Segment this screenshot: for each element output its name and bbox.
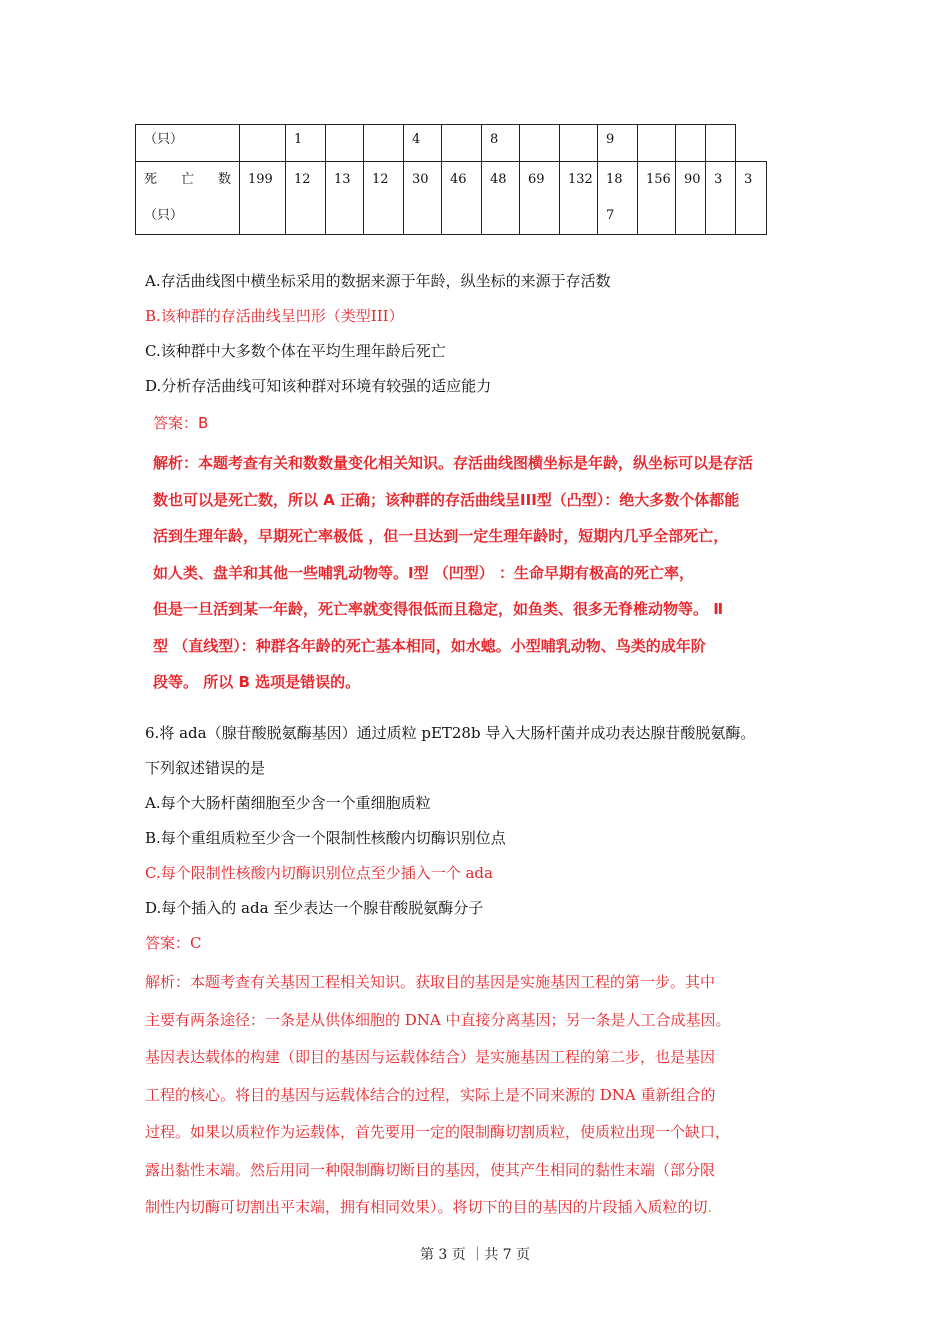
- table-cell: 13: [326, 162, 364, 235]
- row-label: 死 亡 数 （只）: [136, 162, 240, 235]
- table-cell: 1: [286, 125, 326, 162]
- analysis-line: 数也可以是死亡数，所以 A 正确；该种群的存活曲线呈III型（凸型）：绝大多数个体都能: [153, 490, 740, 509]
- analysis-line: 工程的核心。将目的基因与运载体结合的过程，实际上是不同来源的 DNA 重新组合的: [145, 1085, 716, 1104]
- q5-option-d: D.分析存活曲线可知该种群对环境有较强的适应能力: [145, 377, 492, 395]
- analysis-line: 活到生理年龄，早期死亡率极低 ，但一旦达到一定生理年龄时，短期内几乎全部死亡，: [153, 527, 729, 545]
- table-cell: [326, 125, 364, 162]
- table-cell: 132: [560, 162, 598, 235]
- q6-option-c: C.每个限制性核酸内切酶识别位点至少插入一个 ada: [145, 864, 493, 882]
- table-cell: 156: [638, 162, 676, 235]
- trailing-mark: .: [707, 1198, 713, 1216]
- analysis-line: 如人类、盘羊和其他一些哺乳动物等。Ⅰ型 （凹型） ：生命早期有极高的死亡率，: [153, 563, 695, 582]
- table-cell: 12: [286, 162, 326, 235]
- analysis-line: 过程。如果以质粒作为运载体，首先要用一定的限制酶切割质粒，使质粒出现一个缺口，: [145, 1123, 731, 1141]
- mortality-table: [135, 124, 767, 235]
- analysis-line: 但是一旦活到某一年龄，死亡率就变得很低而且稳定，如鱼类、很多无脊椎动物等。 Ⅱ: [153, 600, 724, 618]
- table-cell: [638, 125, 676, 162]
- table-cell: [520, 125, 560, 162]
- table-cell: 30: [404, 162, 442, 235]
- q6-stem: 6.将 ada（腺苷酸脱氨酶基因）通过质粒 pET28b 导入大肠杆菌并成功表达腺苷酸脱氨酶。: [145, 724, 756, 742]
- analysis-line: 主要有两条途径：一条是从供体细胞的 DNA 中直接分离基因；另一条是人工合成基因。: [145, 1010, 731, 1029]
- table-cell: [676, 125, 706, 162]
- table-cell: 18 7: [598, 162, 638, 235]
- table-cell: [560, 125, 598, 162]
- table-cell: [364, 125, 404, 162]
- table-row: [136, 162, 767, 235]
- table-cell: 69: [520, 162, 560, 235]
- table-cell: [706, 125, 736, 162]
- table-cell: 46: [442, 162, 482, 235]
- table-cell: 4: [404, 125, 442, 162]
- table-cell: [442, 125, 482, 162]
- table-cell: 48: [482, 162, 520, 235]
- table-cell: 90: [676, 162, 706, 235]
- analysis-line: 段等。 所以 B 选项是错误的。: [153, 673, 361, 691]
- table-cell: 199: [240, 162, 286, 235]
- q5-option-c: C.该种群中大多数个体在平均生理年龄后死亡: [145, 342, 446, 360]
- table-row: [136, 125, 767, 162]
- q6-option-a: A.每个大肠杆菌细胞至少含一个重细胞质粒: [145, 794, 431, 812]
- analysis-line: 解析：本题考查有关和数数量变化相关知识。存活曲线图横坐标是年龄，纵坐标可以是存活: [153, 454, 754, 472]
- table-cell: 12: [364, 162, 404, 235]
- analysis-line: 型 （直线型）：种群各年龄的死亡基本相同，如水螅。小型哺乳动物、鸟类的成年阶: [153, 636, 706, 655]
- analysis-line: 露出黏性末端。然后用同一种限制酶切断目的基因，使其产生相同的黏性末端（部分限: [145, 1160, 716, 1179]
- q5-option-a: A.存活曲线图中横坐标采用的数据来源于年龄，纵坐标的来源于存活数: [145, 272, 611, 290]
- table-cell: 3: [706, 162, 736, 235]
- page-footer: 第 3 页 ｜共 7 页: [419, 1247, 531, 1263]
- q6-option-b: B.每个重组质粒至少含一个限制性核酸内切酶识别位点: [145, 829, 506, 847]
- table-cell: [240, 125, 286, 162]
- q5-option-b: B.该种群的存活曲线呈凹形（类型III）: [145, 307, 404, 325]
- q5-answer: 答案：B: [153, 414, 209, 432]
- q5-analysis: [153, 445, 813, 701]
- table-cell: 9: [598, 125, 638, 162]
- table-cell: 8: [482, 125, 520, 162]
- q6-answer: 答案：C: [145, 934, 202, 952]
- row-label: （只）: [136, 125, 240, 162]
- analysis-line: 基因表达载体的构建（即目的基因与运载体结合）是实施基因工程的第二步，也是基因: [145, 1048, 716, 1066]
- q6-option-d: D.每个插入的 ada 至少表达一个腺苷酸脱氨酶分子: [145, 899, 484, 917]
- q6-analysis: [145, 964, 825, 1227]
- q6-stem-2: 下列叙述错误的是: [145, 759, 266, 777]
- analysis-line: 解析：本题考查有关基因工程相关知识。获取目的基因是实施基因工程的第一步。其中: [145, 973, 716, 991]
- analysis-line: 制性内切酶可切割出平末端，拥有相同效果）。将切下的目的基因的片段插入质粒的切.: [145, 1198, 713, 1216]
- table-cell: 3: [736, 162, 767, 235]
